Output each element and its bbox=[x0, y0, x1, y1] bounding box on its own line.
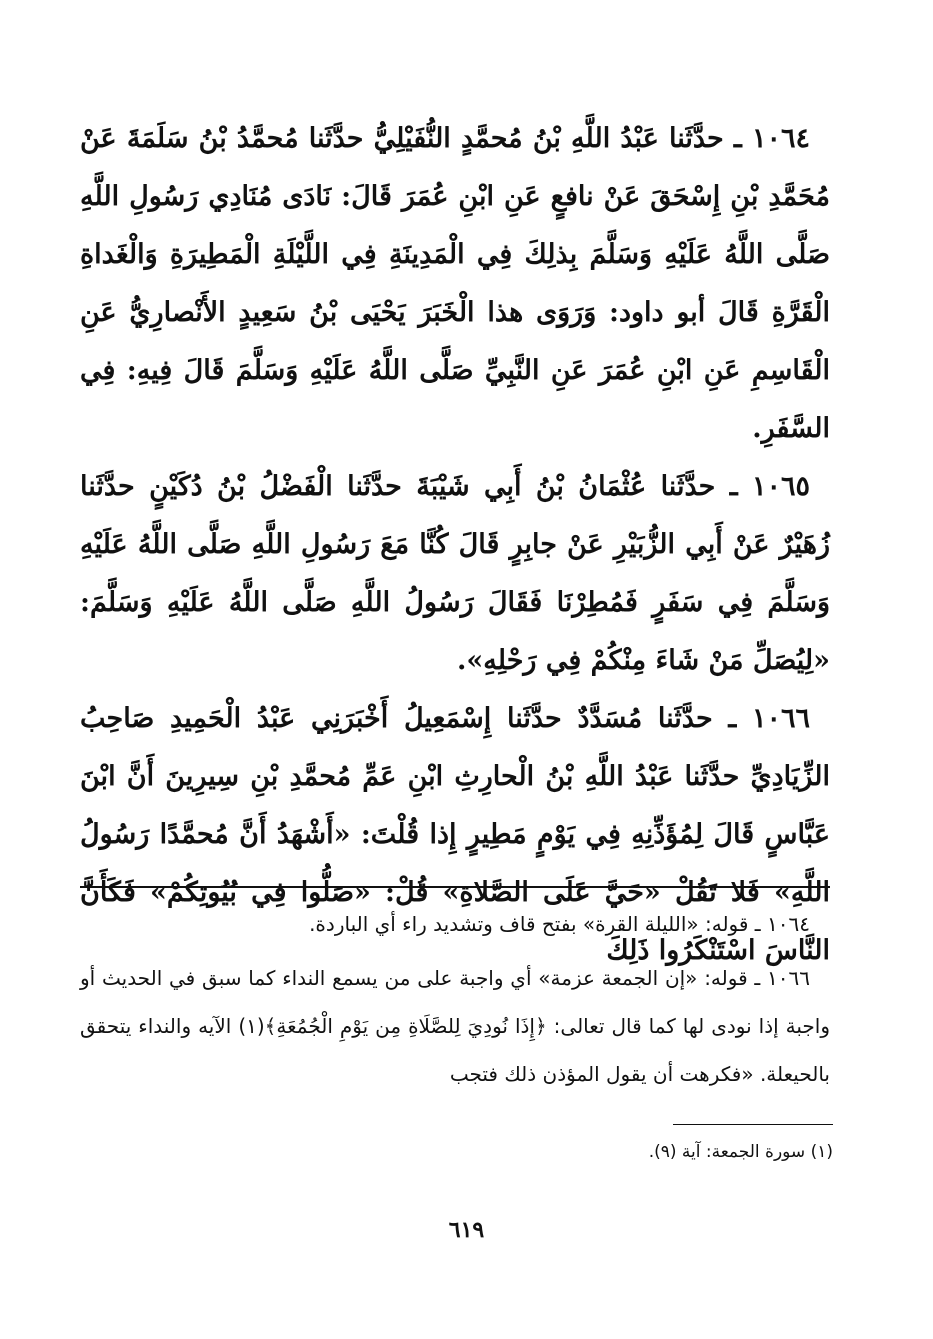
main-text-block bbox=[80, 110, 830, 980]
hadith-1066: ١٠٦٦ ـ حدَّثَنا مُسَدَّدٌ حدَّثَنا إِسْمَعِيلُ أَخْبَرَنِي عَبْدُ الْحَمِيدِ صَاحِبُ الزِّيَادِيِّ حدَّثَنا عَبْدُ اللَّهِ بْنُ الْحارِثِ ابْنِ عَمِّ مُحمَّدِ بْنِ سِيرِينَ أَنَّ ابْنَ عَبَّاسٍ قَالَ لِمُؤَذِّنِهِ فِي يَوْمٍ مَطِيرٍ إِذا قُلْتَ: «أَشْهَدُ أَنَّ مُحمَّدًا رَسُولُ اللَّهِ» فَلا تَقُلْ «حَيَّ عَلَى الصَّلاةِ» قُلْ: «صَلُّوا فِي بُيُوتِكُمْ» فَكَأَنَّ النَّاسَ اسْتَنْكَرُوا ذَلِكَ bbox=[80, 703, 830, 966]
note-1066: ١٠٦٦ ـ قوله: «إن الجمعة عزمة» أي واجبة على من يسمع النداء كما سبق في الحديث أو واجبة إذا نودى لها كما قال تعالى: ﴿إِذَا نُودِيَ لِلصَّلَاةِ مِن يَوْمِ الْجُمُعَةِ﴾(١) الآيه والنداء يتحقق بالحيعلة. «فكرهت أن يقول المؤذن ذلك فتجب bbox=[80, 966, 830, 1086]
footnote-1: (١) سورة الجمعة: آية (٩). bbox=[648, 1142, 833, 1162]
note-1064: ١٠٦٤ ـ قوله: «الليلة القرة» بفتح قاف وتشديد راء أي الباردة. bbox=[309, 912, 810, 936]
hadith-1064: ١٠٦٤ ـ حدَّثَنا عَبْدُ اللَّهِ بْنُ مُحمَّدٍ النُّفَيْلِيُّ حدَّثَنا مُحمَّدُ بْنُ سَلَمَةَ عَنْ مُحَمَّدِ بْنِ إِسْحَقَ عَنْ نافعٍ عَنِ ابْنِ عُمَرَ قَالَ: نَادَى مُنَادِي رَسُولِ اللَّهِ صَلَّى اللَّهُ عَلَيْهِ وَسَلَّمَ بِذلِكَ فِي الْمَدِينَةِ فِي اللَّيْلَةِ الْمَطِيرَةِ وَالْغَداةِ الْقَرَّةِ قَالَ أبو داود: وَرَوَى هذا الْخَبَرَ يَحْيَى بْنُ سَعِيدٍ الأَنْصارِيُّ عَنِ الْقَاسِمِ عَنِ ابْنِ عُمَرَ عَنِ النَّبِيِّ صَلَّى اللَّهُ عَلَيْهِ وَسَلَّمَ قَالَ فِيهِ: فِي السَّفَرِ. bbox=[80, 123, 830, 444]
hadith-1065: ١٠٦٥ ـ حدَّثَنا عُثْمَانُ بْنُ أَبِي شَيْبَةَ حدَّثَنا الْفَضْلُ بْنُ دُكَيْنٍ حدَّثَنا زُهَيْرٌ عَنْ أَبِي الزُّبَيْرِ عَنْ جابِرٍ قَالَ كُنَّا مَعَ رَسُولِ اللَّهِ صَلَّى اللَّهُ عَلَيْهِ وَسَلَّمَ فِي سَفَرٍ فَمُطِرْنَا فَقَالَ رَسُولُ اللَّهِ صَلَّى اللَّهُ عَلَيْهِ وَسَلَّمَ: «لِيُصَلِّ مَنْ شَاءَ مِنْكُمْ فِي رَحْلِهِ». bbox=[80, 471, 830, 676]
footnote-divider bbox=[673, 1124, 833, 1125]
commentary-divider bbox=[80, 886, 830, 888]
commentary-block bbox=[80, 900, 830, 1104]
page-number: ٦١٩ bbox=[448, 1217, 485, 1243]
hadith-text bbox=[80, 110, 830, 980]
